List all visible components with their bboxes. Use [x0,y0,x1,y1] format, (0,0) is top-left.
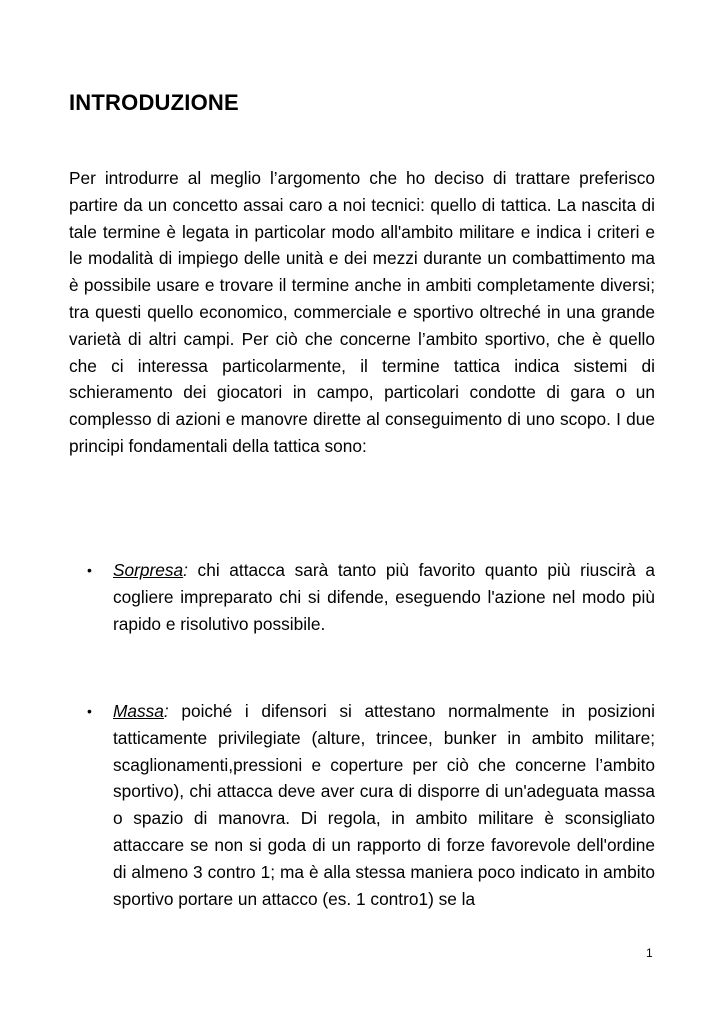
term-colon: : [163,701,169,721]
bullet-icon: • [87,703,92,719]
list-item-massa [87,698,655,912]
bullet-text: chi attacca sarà tanto più favorito quanto più riuscirà a cogliere impreparato chi si difende, eseguendo l'azione nel modo più rapido e risolutivo possibile. [113,560,655,634]
page-number: 1 [646,946,653,960]
bullet-icon: • [87,562,92,578]
term-massa: Massa [113,701,164,721]
term-colon: : [183,560,188,580]
document-title: INTRODUZIONE [69,90,239,115]
list-item-sorpresa [87,557,655,637]
bullet-text: poiché i difensori si attestano normalmente in posizioni tatticamente privilegiate (alture, trincee, bunker in ambito militare; scaglionamenti,pressioni e coperture per ciò che concerne l’ambito sportivo), chi attacca deve aver cura di disporre di un'adeguata massa o spazio di manovra. Di regola, in ambito militare è sconsigliato attaccare se non si goda di un rapporto di forze favorevole dell'ordine di almeno 3 contro 1; ma è alla stessa maniera poco indicato in ambito sportivo portare un attacco (es. 1 contro1) se la [113,701,655,909]
intro-paragraph: Per introdurre al meglio l’argomento che ho deciso di trattare preferisco partire da un concetto assai caro a noi tecnici: quello di tattica. La nascita di tale termine è legata in particolar modo all'ambito militare e indica i criteri e le modalità di impiego delle unità e dei mezzi durante un combattimento ma è possibile usare e trovare il termine anche in ambiti completamente diversi; tra questi quello economico, commerciale e sportivo oltreché in una grande varietà di altri campi. Per ciò che concerne l’ambito sportivo, che è quello che ci interessa particolarmente, il termine tattica indica sistemi di schieramento dei giocatori in campo, particolari condotte di gara o un complesso di azioni e manovre dirette al conseguimento di uno scopo. I due principi fondamentali della tattica sono: [69,168,655,456]
term-sorpresa: Sorpresa [113,560,184,580]
